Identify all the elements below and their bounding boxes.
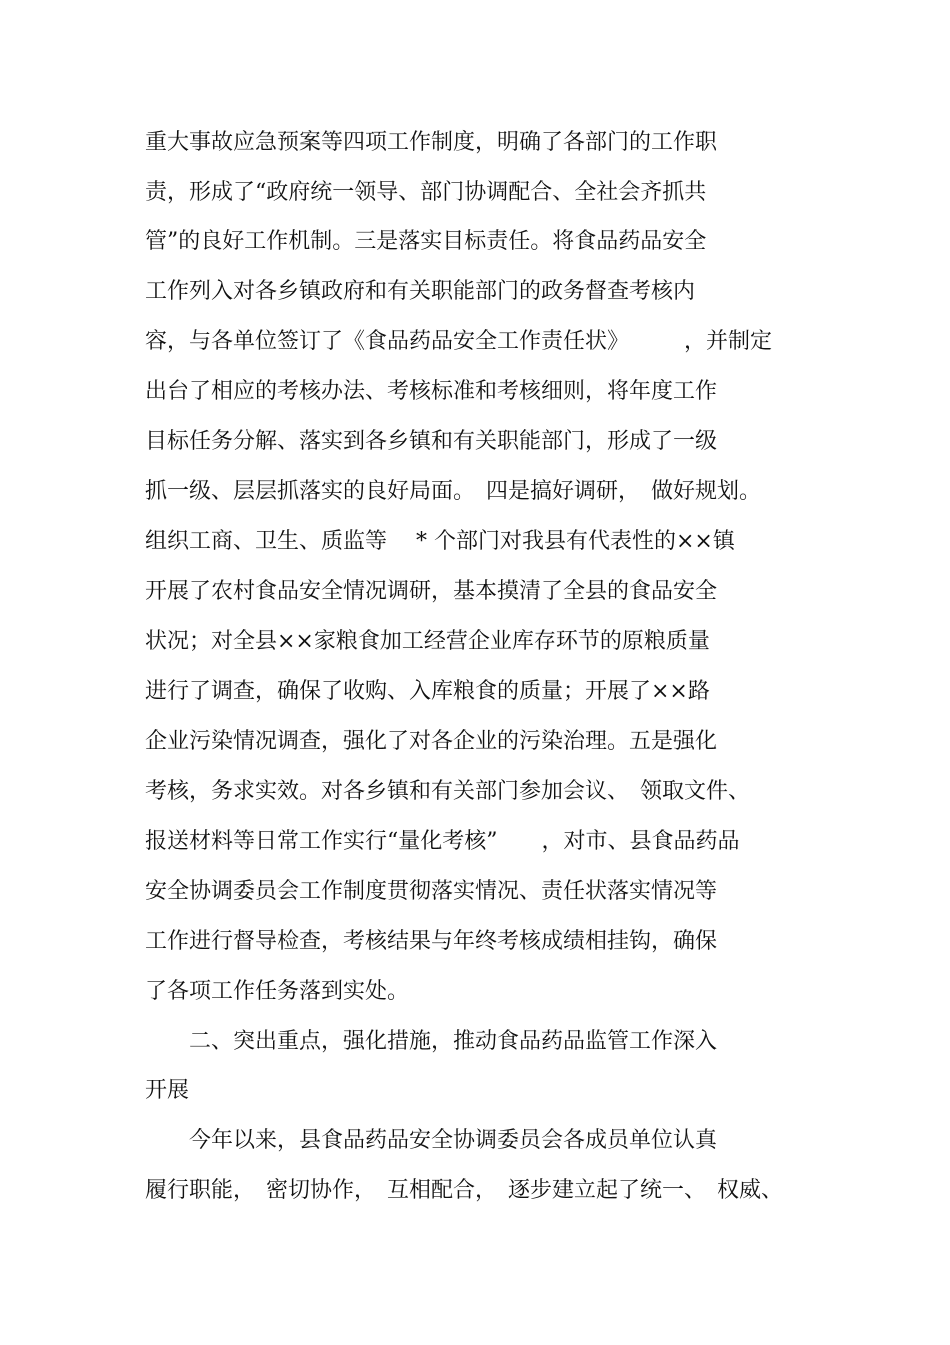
body-text-line: 进行了调查，确保了收购、入库粮食的质量；开展了××路: [145, 679, 710, 704]
body-text-line: 目标任务分解、落实到各乡镇和有关职能部门，形成了一级: [145, 429, 718, 454]
body-text-line: 今年以来，县食品药品安全协调委员会各成员单位认真: [145, 1128, 718, 1153]
body-text-line: 开展了农村食品安全情况调研，基本摸清了全县的食品安全: [145, 579, 718, 604]
body-text-line: 安全协调委员会工作制度贯彻落实情况、责任状落实情况等: [145, 879, 718, 904]
body-text-line: 管”的良好工作机制。三是落实目标责任。将食品药品安全: [145, 229, 707, 254]
body-text-line: 组织工商、卫生、质监等 * 个部门对我县有代表性的××镇: [145, 529, 735, 554]
body-text-line: 了各项工作任务落到实处。: [145, 979, 410, 1004]
section-heading-line: 开展: [145, 1078, 190, 1103]
body-text-line: 重大事故应急预案等四项工作制度，明确了各部门的工作职: [145, 130, 718, 155]
body-text-line: 企业污染情况调查，强化了对各企业的污染治理。五是强化: [145, 729, 718, 754]
body-text-line: 出台了相应的考核办法、考核标准和考核细则，将年度工作: [145, 379, 718, 404]
body-text-line: 考核，务求实效。对各乡镇和有关部门参加会议、 领取文件、: [145, 779, 751, 804]
section-heading-line: 二、突出重点，强化措施，推动食品药品监管工作深入: [145, 1029, 718, 1054]
body-text-line: 容，与各单位签订了《食品药品安全工作责任状》 ，并制定: [145, 329, 773, 354]
body-text-line: 状况；对全县××家粮食加工经营企业库存环节的原粮质量: [145, 629, 710, 654]
body-text-line: 履行职能， 密切协作， 互相配合， 逐步建立起了统一、 权威、: [145, 1178, 784, 1203]
body-text-line: 报送材料等日常工作实行“量化考核” ，对市、县食品药品: [145, 829, 740, 854]
body-text-line: 工作进行督导检查，考核结果与年终考核成绩相挂钩，确保: [145, 929, 718, 954]
body-text-line: 责，形成了“政府统一领导、部门协调配合、全社会齐抓共: [145, 180, 707, 205]
body-text-line: 抓一级、层层抓落实的良好局面。 四是搞好调研， 做好规划。: [145, 479, 762, 504]
body-text-line: 工作列入对各乡镇政府和有关职能部门的政务督查考核内: [145, 279, 696, 304]
